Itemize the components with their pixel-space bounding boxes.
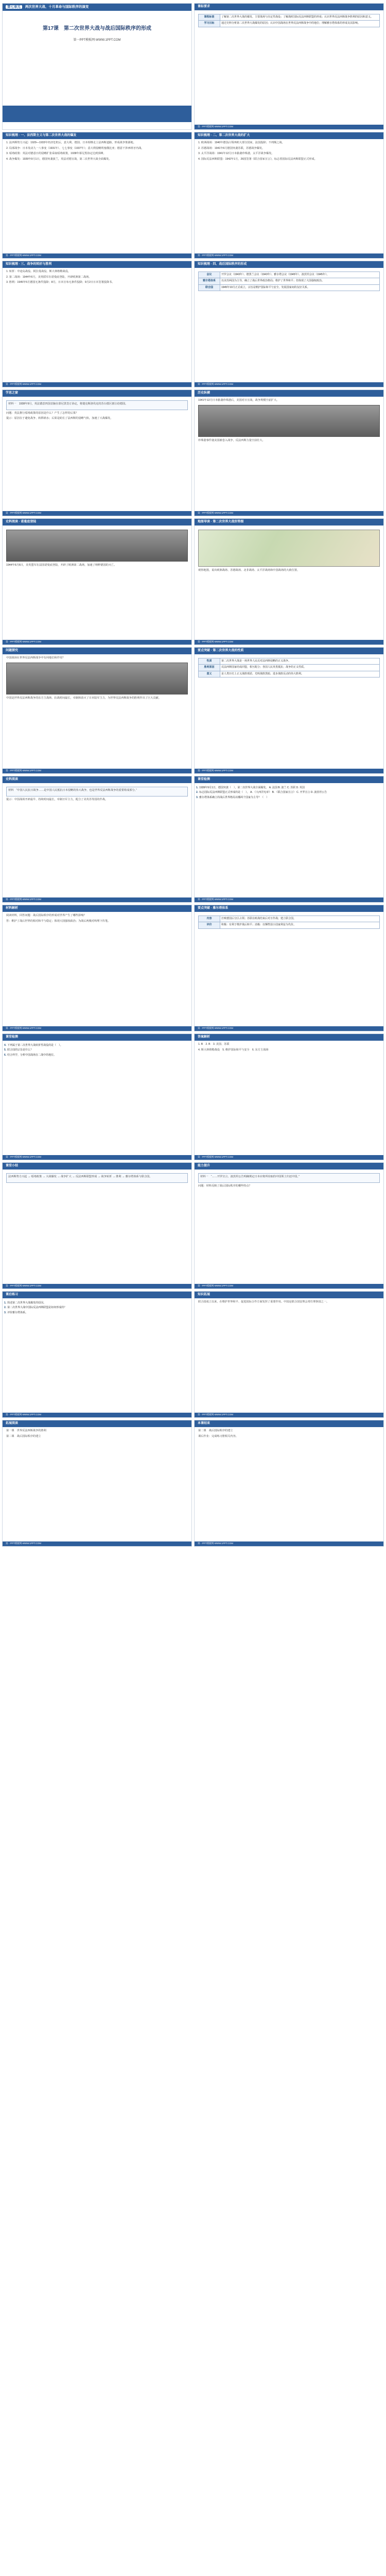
war-map (198, 530, 380, 567)
slide-row (0, 518, 386, 647)
slide-header: 要点突破 · 第二次世界大战的性质 (195, 648, 383, 654)
slide-row (0, 905, 386, 1033)
question-text: 结合所学，分析中国战场在二战中的地位。 (7, 1053, 57, 1057)
text-line: 2. 第二战场：1944年6月，美英联军在诺曼底登陆，开辟欧洲第二战场。 (6, 275, 92, 279)
slide-10[interactable] (194, 518, 384, 645)
question-item (4, 1054, 188, 1057)
text-line: 联合国成立以来，在维护世界和平、促进国际合作方面发挥了重要作用。中国是联合国安理会常任理事国之一。 (198, 1300, 329, 1303)
slide-footer: 第一PPT模板网-WWW.1PPT.COM (3, 897, 191, 902)
slide-header: 知识拓展 (195, 1292, 383, 1298)
text-line: 材料一 “……开罗宣言、波茨坦公告明确规定日本应将所窃取的中国领土归还中国。” (200, 1175, 300, 1178)
text-line: 第二课 战后国际秩序的建立 (6, 1434, 41, 1438)
slide-footer: 第一PPT模板网-WWW.1PPT.COM (195, 640, 383, 645)
text-line: 中国战场在世界反法西斯战争中有何地位和作用？ (6, 656, 65, 659)
table-value: 第二次世界大战是一场世界人民反对法西斯侵略的正义战争。 (220, 658, 380, 665)
question-text: 简述第二次世界大战爆发的原因。 (7, 1301, 46, 1304)
slide-footer: 第一PPT模板网-WWW.1PPT.COM (195, 1284, 383, 1289)
question-number: 2. (196, 791, 199, 794)
text-line: 中国是世界反法西斯战争的东方主战场，抗战时间最长，牵制和消灭了日本陆军主力，为世界反法西斯战争的胜利作出了巨大贡献。 (6, 696, 161, 700)
slide-footer: 第一PPT模板网-WWW.1PPT.COM (3, 640, 191, 645)
slide-header: 要点突破 · 雅尔塔体系 (195, 905, 383, 912)
historical-photo (198, 405, 380, 437)
slide-21[interactable] (2, 1291, 192, 1418)
slide-14[interactable] (194, 776, 384, 903)
table-value: 反法西斯国家结成同盟，相互配合；各国人民英勇抵抗；战争的正义性质。 (220, 665, 380, 671)
text-line: 法西斯势力兴起 → 绥靖政策 → 大战爆发 → 战争扩大 → 反法西斯联盟形成 → 战争转折 → 胜利 → 雅尔塔体系与联合国。 (8, 1175, 152, 1178)
text-line: 提示：原因在于避免战争、转移祸水；后果是助长了法西斯的侵略气焰，加速了大战爆发。 (6, 417, 113, 420)
text-line: 答：维护了战后世界的相对和平与稳定；体现大国强权政治；为战后两极对峙埋下伏笔。 (6, 919, 111, 923)
text-line: 1. 法西斯势力兴起：1929—1933年经济危机后，意大利、德国、日本相继走上法西斯道路，形成战争策源地。 (6, 141, 136, 144)
question-item (4, 1048, 188, 1052)
table-value: 1945年10月正式成立，宗旨是维护国际和平与安全，发展国家间的友好关系。 (220, 284, 380, 291)
slide-23[interactable] (2, 1420, 192, 1547)
slide-header: 课后练习 (3, 1292, 191, 1298)
material-box (6, 400, 188, 410)
slide-row (0, 776, 386, 905)
text-line: 4. 国际反法西斯联盟：1942年1月，26国签署《联合国家宣言》，标志着国际反法西斯联盟正式形成。 (198, 157, 317, 161)
slide-header: 能力提升 (195, 1163, 383, 1170)
cover-site: 第一PPT模板网-WWW.1PPT.COM (73, 38, 121, 42)
slide-header: 答案解析 (195, 1034, 383, 1041)
slide-footer: 第一PPT模板网-WWW.1PPT.COM (3, 1155, 191, 1160)
table-value: 以美苏两国为主导，确立了战后世界政治格局；维护了世界和平；但体现了大国强权政治。 (220, 278, 380, 284)
cover-header (3, 4, 191, 11)
text-line: 第二课 战后国际秩序的建立 (198, 1429, 233, 1432)
question-text: 联合国的宗旨是什么？ (7, 1048, 33, 1052)
slide-footer: 第一PPT模板网-WWW.1PPT.COM (195, 897, 383, 902)
slide-9[interactable] (2, 518, 192, 645)
table-key: 学习目标 (199, 21, 220, 27)
question-number: 1. (4, 1301, 7, 1304)
slide-18[interactable] (194, 1033, 384, 1160)
slide-12[interactable] (194, 647, 384, 774)
text-line: 2. 苏德战场：1941年6月德国突袭苏联，苏德战争爆发。 (198, 146, 265, 150)
slide-header: 拓展阅读 (3, 1420, 191, 1427)
slide-13[interactable] (2, 776, 192, 903)
question-item (196, 786, 380, 790)
text-line: 珍珠港事件使美国被卷入战争，反法西斯力量空前壮大。 (198, 438, 265, 442)
text-line: 提示：中国战场开辟最早、持续时间最长，牵制日军主力，配合了美英苏等国的作战。 (6, 798, 108, 801)
slide-11[interactable] (2, 647, 192, 774)
text-line: 1944年6月6日，美英盟军在法国诺曼底登陆，开辟了欧洲第二战场，加速了纳粹德国的灭亡。 (6, 564, 117, 567)
question-text: 标志国际反法西斯联盟正式形成的是（ ）。 A. 《大西洋宪章》 B. 《联合国家宣言》 C. 开罗宣言 D. 波茨坦公告 (199, 791, 327, 794)
table-key: 胜利原因 (199, 665, 220, 671)
historical-photo (6, 530, 188, 562)
table-key: 联合国 (199, 284, 220, 291)
text-line: 问题：英法推行绥靖政策的原因是什么？产生了怎样的后果？ (6, 411, 79, 415)
slide-8[interactable] (194, 389, 384, 516)
question-number: 3. (196, 795, 199, 799)
slide-footer: 第一PPT模板网-WWW.1PPT.COM (195, 1155, 383, 1160)
slide-footer: 第一PPT模板网-WWW.1PPT.COM (195, 125, 383, 129)
slide-header: 本课结束 (195, 1420, 383, 1427)
question-text: 第二次世界大战中国际反法西斯联盟是如何形成的？ (7, 1306, 67, 1310)
question-item (4, 1311, 188, 1315)
text-line: 4. 战争爆发：1939年9月1日，德国突袭波兰，英法对德宣战，第二次世界大战全面爆发。 (6, 157, 112, 161)
text-line: 2. 局部战争：日本发动九一八事变（1931年）、七七事变（1937年）；意大利侵略埃塞俄比亚；德意干涉西班牙内战。 (6, 146, 144, 150)
historical-photo (6, 663, 188, 694)
slide-2[interactable] (194, 3, 384, 130)
text-line: 1. 转折：中途岛战役、阿拉曼战役、斯大林格勒战役。 (6, 270, 71, 273)
text-line: 1941年12月日本偷袭珍珠港后，美国对日宣战，战争规模空前扩大。 (198, 399, 279, 402)
slide-header: 材料解析 (3, 905, 191, 912)
slide-footer: 第一PPT模板网-WWW.1PPT.COM (195, 1026, 383, 1031)
slide-row (0, 1420, 386, 1549)
slide-6[interactable] (194, 261, 384, 387)
slide-header: 课标要求 (195, 4, 383, 10)
table-key: 会议 (199, 272, 220, 278)
slide-15[interactable] (2, 905, 192, 1031)
text-line: 1. 欧洲战场：1940年德国占领西欧大部分国家，法国投降；不列颠之战。 (198, 141, 285, 144)
slide-header: 史料阅读 · 诺曼底登陆 (3, 519, 191, 526)
question-number: 1. (196, 786, 199, 789)
table-key: 性质 (199, 658, 220, 665)
slide-header: 地图导读 · 第二次世界大战形势图 (195, 519, 383, 526)
slide-header: 知识梳理 · 一、法西斯主义与第二次世界大战的爆发 (3, 132, 191, 139)
cover-body (3, 11, 191, 49)
slide-header: 知识梳理 · 四、战后国际秩序的形成 (195, 261, 383, 268)
slide-row (0, 1291, 386, 1420)
table-value: 积极：有利于维护战后和平；消极：以牺牲弱小国家利益为代价。 (220, 922, 380, 928)
slide-row (0, 389, 386, 518)
text-line: 4. 斯大林格勒战役 5. 维护国际和平与安全 6. 东方主战场 (198, 1048, 269, 1052)
nature-table (198, 658, 380, 677)
slide-footer: 第一PPT模板网-WWW.1PPT.COM (195, 1413, 383, 1417)
slide-footer: 第一PPT模板网-WWW.1PPT.COM (3, 253, 191, 258)
slide-row (0, 261, 386, 389)
table-key: 评价 (199, 922, 220, 928)
slide-24[interactable] (194, 1420, 384, 1547)
table-value: 开罗会议（1943年）、德黑兰会议（1943年）、雅尔塔会议（1945年）、波茨坦会议（1945年）。 (220, 272, 380, 278)
slide-footer: 第一PPT模板网-WWW.1PPT.COM (195, 382, 383, 387)
table-value: 是人类历史上正义战胜邪恶、光明战胜黑暗、进步战胜反动的伟大胜利。 (220, 671, 380, 677)
slide-3[interactable] (2, 132, 192, 259)
slide-22[interactable] (194, 1291, 384, 1418)
order-table (198, 272, 380, 291)
slide-header: 学思之窗 (3, 390, 191, 397)
table-value: 通过史料分析第二次世界大战爆发的原因；认识中国战场在世界反法西斯战争中的地位；理解雅尔塔体系的形成及其影响。 (220, 21, 380, 27)
lesson-title: 第17课 第二次世界大战与战后国际秩序的形成 (42, 26, 152, 31)
table-key: 意义 (199, 671, 220, 677)
question-number: 5. (4, 1048, 7, 1052)
text-line: 第一课 世界反法西斯战争的胜利 (6, 1429, 46, 1432)
question-item (4, 1044, 188, 1047)
slide-header: 课堂检测 (195, 776, 383, 783)
question-text: 下列属于第二次世界大战转折性战役的是（ ）。 (7, 1044, 63, 1047)
question-text: 1939年9月1日，德国突袭（ ），第二次世界大战全面爆发。 A. 法国 B. 波兰 C. 苏联 D. 英国 (199, 786, 305, 789)
slide-header: 历史纵横 (195, 390, 383, 397)
text-line: 1. B 2. B 3. 美国、苏联 (198, 1043, 230, 1046)
slide-footer: 第一PPT模板网-WWW.1PPT.COM (3, 382, 191, 387)
question-item (196, 796, 380, 800)
question-text: 评价雅尔塔体系。 (7, 1311, 28, 1314)
table-value: 打败德国后分区占领；苏联在欧战结束后对日作战；建立联合国。 (220, 916, 380, 922)
table-key: 雅尔塔体系 (199, 278, 220, 284)
text-line: 3. 绥靖政策：英法对德意日的侵略扩张采取绥靖政策，1938年慕尼黑协定达到顶峰。 (6, 152, 106, 156)
summary-box (6, 1173, 188, 1183)
slide-footer: 第一PPT模板网-WWW.1PPT.COM (195, 769, 383, 773)
slide-7[interactable] (2, 389, 192, 516)
question-text: 雅尔塔体系确立的战后世界格局以哪两个国家为主导？（ ） (199, 795, 269, 799)
slide-footer: 第一PPT模板网-WWW.1PPT.COM (3, 769, 191, 773)
table-key: 课程标准 (199, 14, 220, 21)
text-line: 3. 太平洋战场：1941年12月日本偷袭珍珠港，太平洋战争爆发。 (198, 152, 274, 156)
slide-row (0, 132, 386, 261)
text-line: 材料一 1938年9月，英法德意四国首脑在慕尼黑签订协定，将捷克斯洛伐克的苏台德区割让给德国。 (8, 402, 128, 405)
slide-5[interactable] (2, 261, 192, 387)
text-line: 材料 “中国人民抗日战争……是中国人民抵抗日本侵略的伟大战争，也是世界反法西斯战争的重要组成部分。” (8, 789, 137, 792)
slide-footer: 第一PPT模板网-WWW.1PPT.COM (3, 1284, 191, 1289)
slide-footer: 第一PPT模板网-WWW.1PPT.COM (195, 253, 383, 258)
slide-header: 课堂检测 (3, 1034, 191, 1041)
slide-row (0, 647, 386, 776)
slide-footer: 第一PPT模板网-WWW.1PPT.COM (195, 511, 383, 516)
question-number: 4. (4, 1044, 7, 1047)
slide-footer: 第一PPT模板网-WWW.1PPT.COM (3, 1026, 191, 1031)
yalta-table (198, 916, 380, 929)
question-number: 3. (4, 1311, 7, 1314)
table-value: 了解第二次世界大战的爆发、主要战场与决定性战役；了解战时国际反法西斯联盟的形成；认识世界反法西斯战争胜利的原因和意义。 (220, 14, 380, 21)
slide-row (0, 1162, 386, 1291)
slide-header: 知识梳理 · 三、战争的转折与胜利 (3, 261, 191, 268)
cover-banner (3, 106, 191, 122)
slide-17[interactable] (2, 1033, 192, 1160)
table-key: 内容 (199, 916, 220, 922)
requirements-table (198, 14, 380, 27)
unit-tag: 第七单元 (6, 5, 22, 9)
question-number: 2. (4, 1306, 7, 1310)
slide-header: 知识梳理 · 二、第二次世界大战的扩大 (195, 132, 383, 139)
question-item (4, 1301, 188, 1305)
slide-20[interactable] (194, 1162, 384, 1289)
question-number: 6. (4, 1053, 7, 1057)
unit-title: 两次世界大战、十月革命与国际秩序的演变 (25, 5, 89, 9)
slide-row (0, 1033, 386, 1162)
text-line: 阅读材料，回答问题：战后国际秩序的形成对世界产生了哪些影响？ (6, 914, 86, 917)
text-line: 课后作业：完成练习册相关内容。 (198, 1434, 238, 1438)
slide-row (0, 3, 386, 132)
question-item (196, 791, 380, 794)
slide-header: 问题探究 (3, 648, 191, 654)
slide-footer: 第一PPT模板网-WWW.1PPT.COM (3, 1541, 191, 1546)
slide-cover[interactable] (2, 3, 192, 130)
slide-header: 课堂小结 (3, 1163, 191, 1170)
slide-footer: 第一PPT模板网-WWW.1PPT.COM (3, 511, 191, 516)
slide-4[interactable] (194, 132, 384, 259)
text-line: 问题：材料反映了战后国际秩序的哪些特点？ (198, 1184, 252, 1188)
material-box (6, 787, 188, 796)
text-line: 3. 胜利：1945年5月德国无条件投降；8月，日本宣布无条件投降；9月2日日本签署投降书。 (6, 281, 115, 284)
slide-footer: 第一PPT模板网-WWW.1PPT.COM (195, 1541, 383, 1546)
text-line: 观察地图，说出欧洲战场、苏德战场、北非战场、太平洋战场和中国战场的大致位置。 (198, 569, 300, 572)
slide-footer: 第一PPT模板网-WWW.1PPT.COM (3, 1413, 191, 1417)
slide-16[interactable] (194, 905, 384, 1031)
material-box (198, 1173, 380, 1183)
slide-header: 史料阅读 (3, 776, 191, 783)
slide-19[interactable] (2, 1162, 192, 1289)
question-item (4, 1306, 188, 1310)
